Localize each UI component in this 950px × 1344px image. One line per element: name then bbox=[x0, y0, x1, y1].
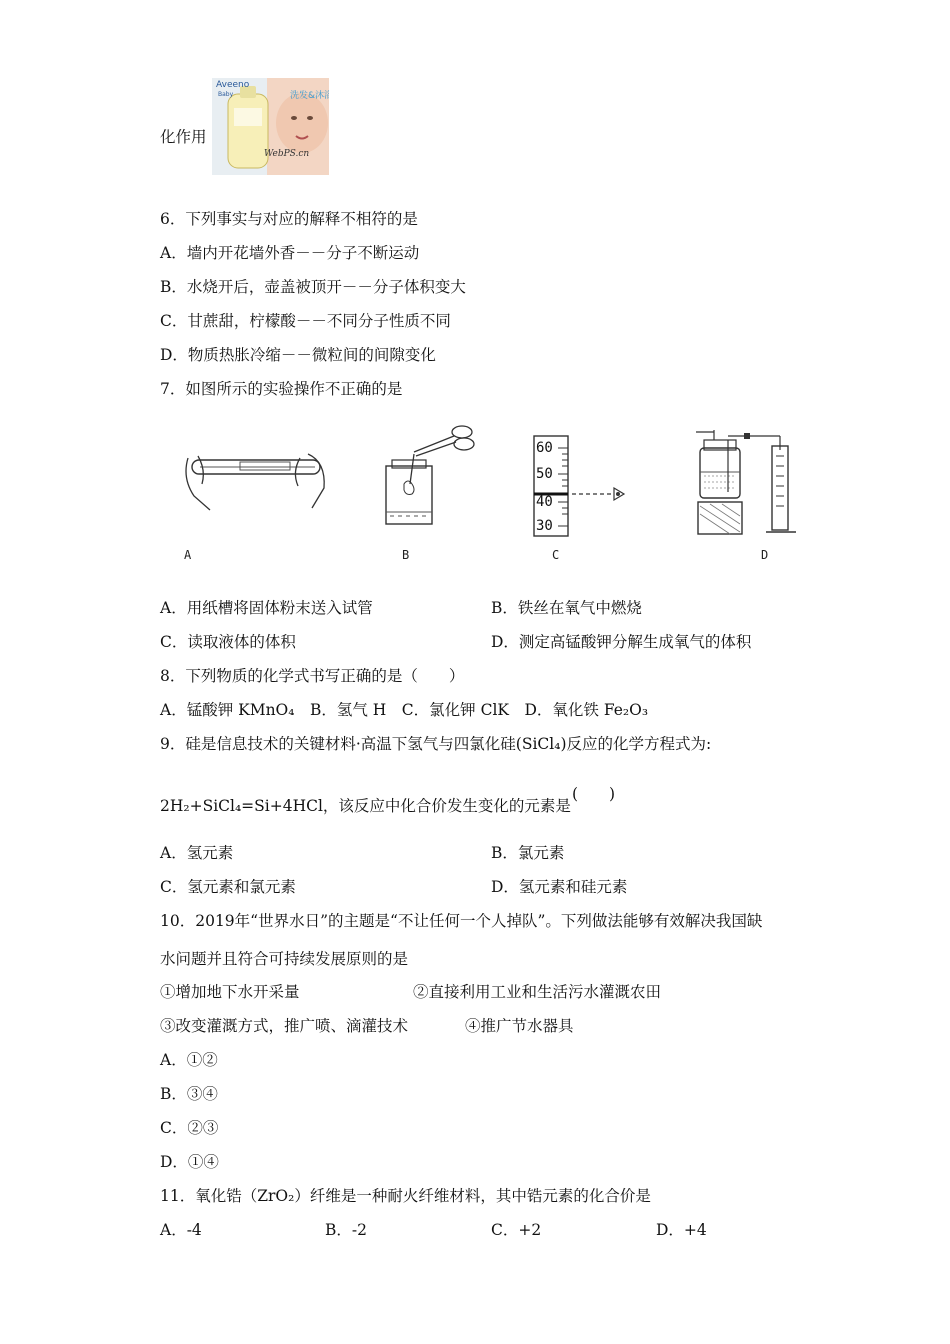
q11-stem: 11．氧化锆（ZrO₂）纤维是一种耐火纤维材料，其中锆元素的化合价是 bbox=[160, 1187, 651, 1205]
product-image bbox=[212, 78, 329, 175]
q10-stem-line2: 水问题并且符合可持续发展原则的是 bbox=[160, 950, 409, 968]
q9-option-a: A．氢元素 bbox=[160, 844, 234, 862]
cylinder-tick-30: 30 bbox=[536, 518, 553, 534]
q8-stem: 8．下列物质的化学式书写正确的是（ ） bbox=[160, 667, 465, 685]
q7-option-b: B．铁丝在氧气中燃烧 bbox=[491, 599, 642, 617]
cylinder-tick-60: 60 bbox=[536, 440, 553, 456]
product-sub: Baby bbox=[218, 91, 234, 98]
q11-option-b: B．-2 bbox=[325, 1221, 367, 1239]
figure-a-label: A bbox=[184, 548, 192, 562]
q6-option-d: D．物质热胀冷缩－－微粒间的间隙变化 bbox=[160, 346, 436, 364]
q7-option-a: A．用纸槽将固体粉末送入试管 bbox=[160, 599, 373, 617]
figure-b-iron-combustion bbox=[378, 418, 478, 526]
q7-option-d: D．测定高锰酸钾分解生成氧气的体积 bbox=[491, 633, 752, 651]
product-brand: Aveeno bbox=[216, 80, 250, 90]
q10-item-4: ④推广节水器具 bbox=[465, 1017, 574, 1035]
q6-option-c: C．甘蔗甜，柠檬酸－－不同分子性质不同 bbox=[160, 312, 451, 330]
figure-c-graduated-cylinder bbox=[528, 432, 638, 540]
figure-d-label: D bbox=[761, 548, 769, 562]
q6-stem: 6．下列事实与对应的解释不相符的是 bbox=[160, 210, 418, 228]
q6-option-a: A．墙内开花墙外香－－分子不断运动 bbox=[160, 244, 420, 262]
intro-text: 化作用 bbox=[160, 128, 207, 146]
q11-option-d: D．+4 bbox=[656, 1221, 707, 1239]
figure-c-label: C bbox=[552, 548, 560, 562]
q10-option-d: D．①④ bbox=[160, 1153, 219, 1171]
q9-option-d: D．氢元素和硅元素 bbox=[491, 878, 628, 896]
q7-option-c: C．读取液体的体积 bbox=[160, 633, 296, 651]
figure-a-paper-trough bbox=[180, 440, 330, 520]
product-watermark: WebPS.cn bbox=[264, 149, 310, 159]
figure-d-gas-measurement bbox=[686, 426, 810, 536]
cylinder-tick-50: 50 bbox=[536, 466, 553, 482]
q10-option-b: B．③④ bbox=[160, 1085, 218, 1103]
q7-stem: 7．如图所示的实验操作不正确的是 bbox=[160, 380, 403, 398]
q9-option-b: B．氯元素 bbox=[491, 844, 565, 862]
q9-answer-bracket: ( ) bbox=[572, 785, 616, 803]
q10-item-3: ③改变灌溉方式，推广喷、滴灌技术 bbox=[160, 1017, 409, 1035]
q9-option-c: C．氢元素和氯元素 bbox=[160, 878, 296, 896]
figure-b-label: B bbox=[402, 548, 410, 562]
q10-item-1: ①增加地下水开采量 bbox=[160, 983, 300, 1001]
q11-option-a: A．-4 bbox=[160, 1221, 202, 1239]
q10-stem-line1: 10．2019年“世界水日”的主题是“不让任何一个人掉队”。下列做法能够有效解决我国缺 bbox=[160, 912, 763, 930]
q11-option-c: C．+2 bbox=[491, 1221, 542, 1239]
q9-stem: 9．硅是信息技术的关键材料·高温下氢气与四氯化硅(SiCl₄)反应的化学方程式为: bbox=[160, 735, 712, 753]
product-tag: 洗发&沐浴 bbox=[290, 91, 329, 101]
q9-equation: 2H₂+SiCl₄=Si+4HCl，该反应中化合价发生变化的元素是 bbox=[160, 797, 571, 815]
q10-option-a: A．①② bbox=[160, 1051, 218, 1069]
q10-item-2: ②直接利用工业和生活污水灌溉农田 bbox=[413, 983, 662, 1001]
q8-options: A．锰酸钾 KMnO₄ B．氢气 H C．氯化钾 ClK D．氧化铁 Fe₂O₃ bbox=[160, 701, 649, 719]
cylinder-tick-40: 40 bbox=[536, 494, 553, 510]
q6-option-b: B．水烧开后，壶盖被顶开－－分子体积变大 bbox=[160, 278, 466, 296]
q10-option-c: C．②③ bbox=[160, 1119, 219, 1137]
